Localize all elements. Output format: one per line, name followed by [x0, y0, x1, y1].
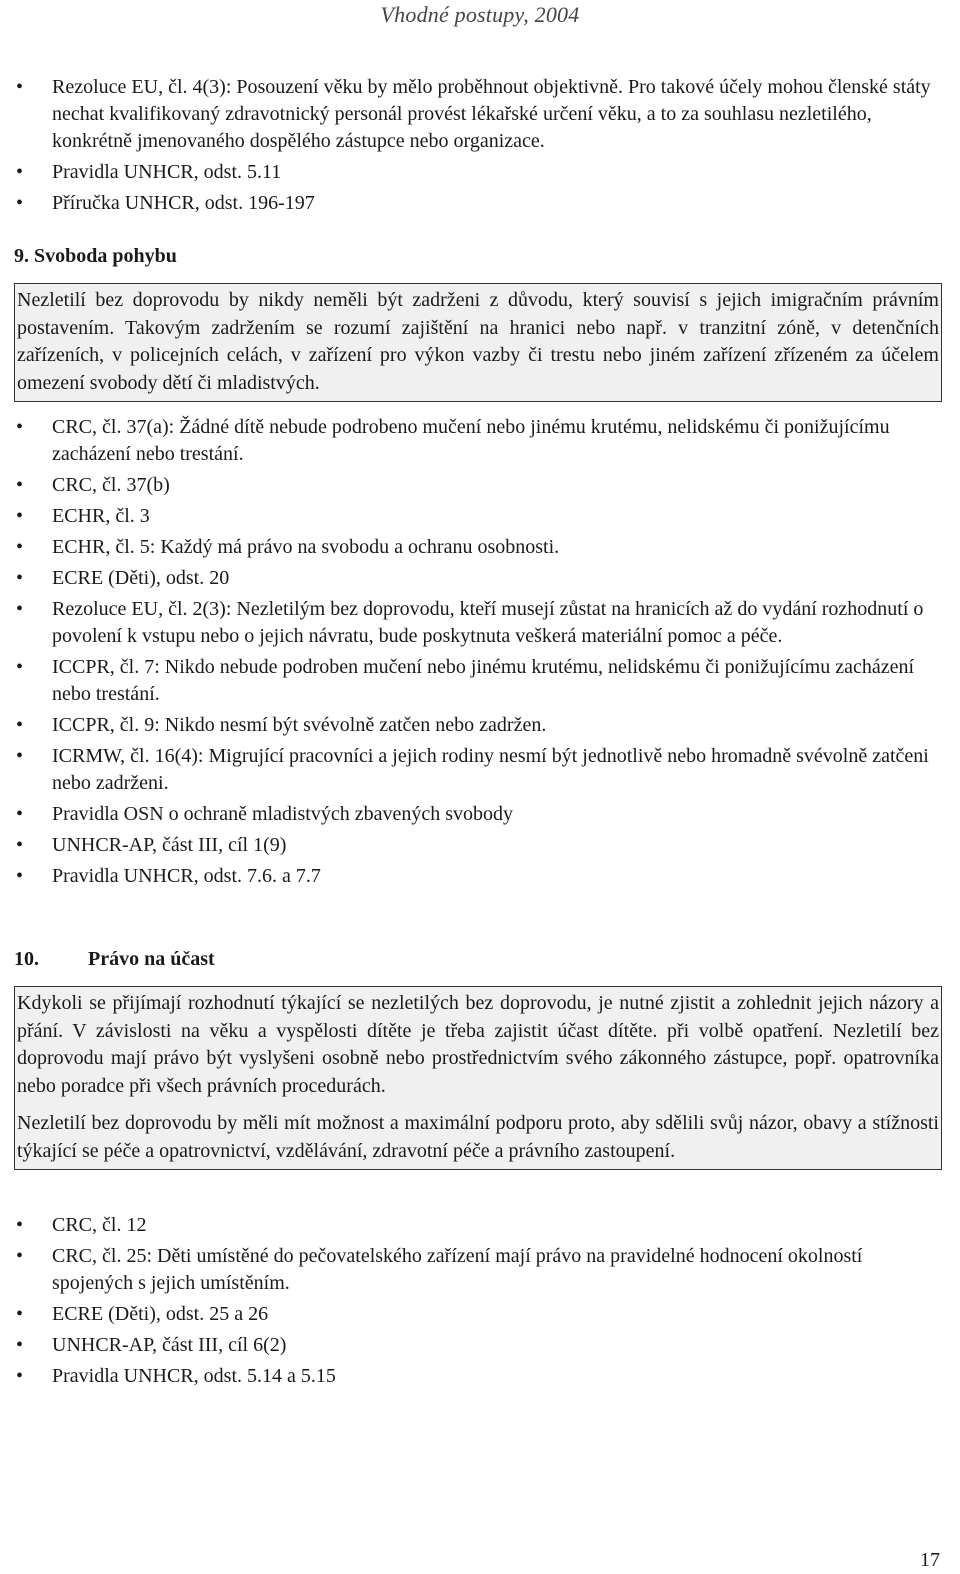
bullet-icon: • — [16, 76, 24, 98]
list-item-text: ICCPR, čl. 9: Nikdo nesmí být svévolně zatčen nebo zadržen. — [52, 714, 547, 736]
top-reference-list-container — [14, 74, 942, 221]
list-item — [14, 832, 942, 859]
bullet-icon: • — [16, 161, 24, 183]
box-paragraph: Kdykoli se přijímají rozhodnutí týkající se nezletilých bez doprovodu, je nutné zjistit a zohlednit jejich názory a přání. V závislosti na věku a vyspělosti dítěte je třeba zajistit účast dítěte. při volbě opatření. Nezletilí bez doprovodu mají právo být vyslyšeni osobně nebo prostřednictvím svého zákonného zástupce, popř. opatrovníka nebo poradce při všech právních procedurách. — [17, 992, 939, 1097]
list-item-text: Rezoluce EU, čl. 4(3): Posouzení věku by mělo proběhnout objektivně. Pro takové účely mohou členské státy nechat kvalifikovaný zdravotnický personál provést lékařské určení věku, a to za souhlasu nezletilého, konkrétně jmenovaného dospělého zástupce nebo organizace. — [52, 76, 931, 152]
list-item-text: Pravidla UNHCR, odst. 5.11 — [52, 161, 282, 183]
bullet-icon: • — [16, 803, 24, 825]
list-item-text: Pravidla UNHCR, odst. 5.14 a 5.15 — [52, 1365, 336, 1387]
highlight-box — [14, 986, 942, 1170]
list-item-text: Příručka UNHCR, odst. 196-197 — [52, 192, 315, 214]
list-item — [14, 1332, 942, 1359]
page-number: 17 — [920, 1549, 940, 1571]
box-paragraph: Nezletilí bez doprovodu by nikdy neměli být zadrženi z důvodu, který souvisí s jejich imigračním právním postavením. Takovým zadržením se rozumí zajištění na hranici nebo např. v tranzitní zóně, v detenčních zařízeních, v policejních celách, v zařízení pro výkon vazby či trestu nebo jiném zařízení zřízeném za účelem omezení svobody dětí či mladistvých. — [17, 289, 939, 394]
list-item — [14, 654, 942, 708]
bullet-icon: • — [16, 745, 24, 767]
list-item-text: Rezoluce EU, čl. 2(3): Nezletilým bez doprovodu, kteří musejí zůstat na hranicích až do vydání rozhodnutí o povolení k vstupu nebo o jejich návratu, bude poskytnuta veškerá materiální pomoc a péče. — [52, 598, 924, 647]
list-item — [14, 743, 942, 797]
section-10-list-container — [14, 1212, 942, 1394]
section-10-box-container — [14, 986, 942, 1170]
list-item — [14, 190, 942, 217]
list-item — [14, 596, 942, 650]
list-item-text: CRC, čl. 37(b) — [52, 474, 170, 496]
list-item-text: UNHCR-AP, část III, cíl 6(2) — [52, 1334, 287, 1356]
section-9 — [14, 243, 942, 270]
list-item-text: ECHR, čl. 5: Každý má právo na svobodu a ochranu osobnosti. — [52, 536, 560, 558]
bullet-icon: • — [16, 1245, 24, 1267]
bullet-icon: • — [16, 416, 24, 438]
list-item-text: CRC, čl. 25: Děti umístěné do pečovatelského zařízení mají právo na pravidelné hodnocení okolností spojených s jejich umístěním. — [52, 1245, 863, 1294]
bullet-icon: • — [16, 865, 24, 887]
section-heading — [14, 243, 942, 270]
top-reference-list — [14, 74, 942, 217]
list-item — [14, 712, 942, 739]
list-item — [14, 863, 942, 890]
list-item-text: UNHCR-AP, část III, cíl 1(9) — [52, 834, 287, 856]
list-item-text: ICCPR, čl. 7: Nikdo nebude podroben mučení nebo jinému krutému, nelidskému či ponižujícímu zacházení nebo trestání. — [52, 656, 915, 705]
list-item — [14, 1301, 942, 1328]
section-number: 10. — [14, 948, 39, 970]
section-title: Svoboda pohybu — [34, 245, 177, 267]
section-9-box-container — [14, 283, 942, 402]
list-item — [14, 534, 942, 561]
list-item — [14, 801, 942, 828]
bullet-icon: • — [16, 1214, 24, 1236]
section-title: Právo na účast — [88, 948, 215, 970]
list-item-text: CRC, čl. 37(a): Žádné dítě nebude podrobeno mučení nebo jinému krutému, nelidskému či ponižujícímu zacházení nebo trestání. — [52, 416, 890, 465]
list-item — [14, 1212, 942, 1239]
reference-list — [14, 414, 942, 890]
list-item — [14, 1363, 942, 1390]
section-9-list-container — [14, 414, 942, 894]
list-item — [14, 159, 942, 186]
list-item — [14, 472, 942, 499]
section-10 — [14, 946, 942, 973]
bullet-icon: • — [16, 567, 24, 589]
section-heading — [14, 946, 942, 973]
bullet-icon: • — [16, 1303, 24, 1325]
bullet-icon: • — [16, 714, 24, 736]
bullet-icon: • — [16, 834, 24, 856]
bullet-icon: • — [16, 192, 24, 214]
box-paragraph: Nezletilí bez doprovodu by měli mít možnost a maximální podporu proto, aby sdělili svůj názor, obavy a stížnosti týkající se péče a opatrovnictví, vzdělávání, zdravotní péče a právního zastoupení. — [17, 1112, 939, 1162]
bullet-icon: • — [16, 474, 24, 496]
list-item-text: ICRMW, čl. 16(4): Migrující pracovníci a jejich rodiny nesmí být jednotlivě nebo hromadně svévolně zatčeni nebo zadrženi. — [52, 745, 929, 794]
list-item-text: ECHR, čl. 3 — [52, 505, 150, 527]
list-item — [14, 503, 942, 530]
list-item-text: ECRE (Děti), odst. 20 — [52, 567, 230, 589]
bullet-icon: • — [16, 598, 24, 620]
list-item-text: ECRE (Děti), odst. 25 a 26 — [52, 1303, 269, 1325]
bullet-icon: • — [16, 656, 24, 678]
bullet-icon: • — [16, 505, 24, 527]
list-item — [14, 414, 942, 468]
list-item-text: CRC, čl. 12 — [52, 1214, 147, 1236]
list-item — [14, 74, 942, 155]
bullet-icon: • — [16, 1334, 24, 1356]
section-number: 9. — [14, 245, 29, 267]
bullet-icon: • — [16, 536, 24, 558]
bullet-icon: • — [16, 1365, 24, 1387]
list-item — [14, 565, 942, 592]
list-item-text: Pravidla UNHCR, odst. 7.6. a 7.7 — [52, 865, 321, 887]
running-header: Vhodné postupy, 2004 — [380, 2, 580, 27]
list-item-text: Pravidla OSN o ochraně mladistvých zbavených svobody — [52, 803, 514, 825]
highlight-box — [14, 283, 942, 402]
list-item — [14, 1243, 942, 1297]
reference-list — [14, 1212, 942, 1390]
